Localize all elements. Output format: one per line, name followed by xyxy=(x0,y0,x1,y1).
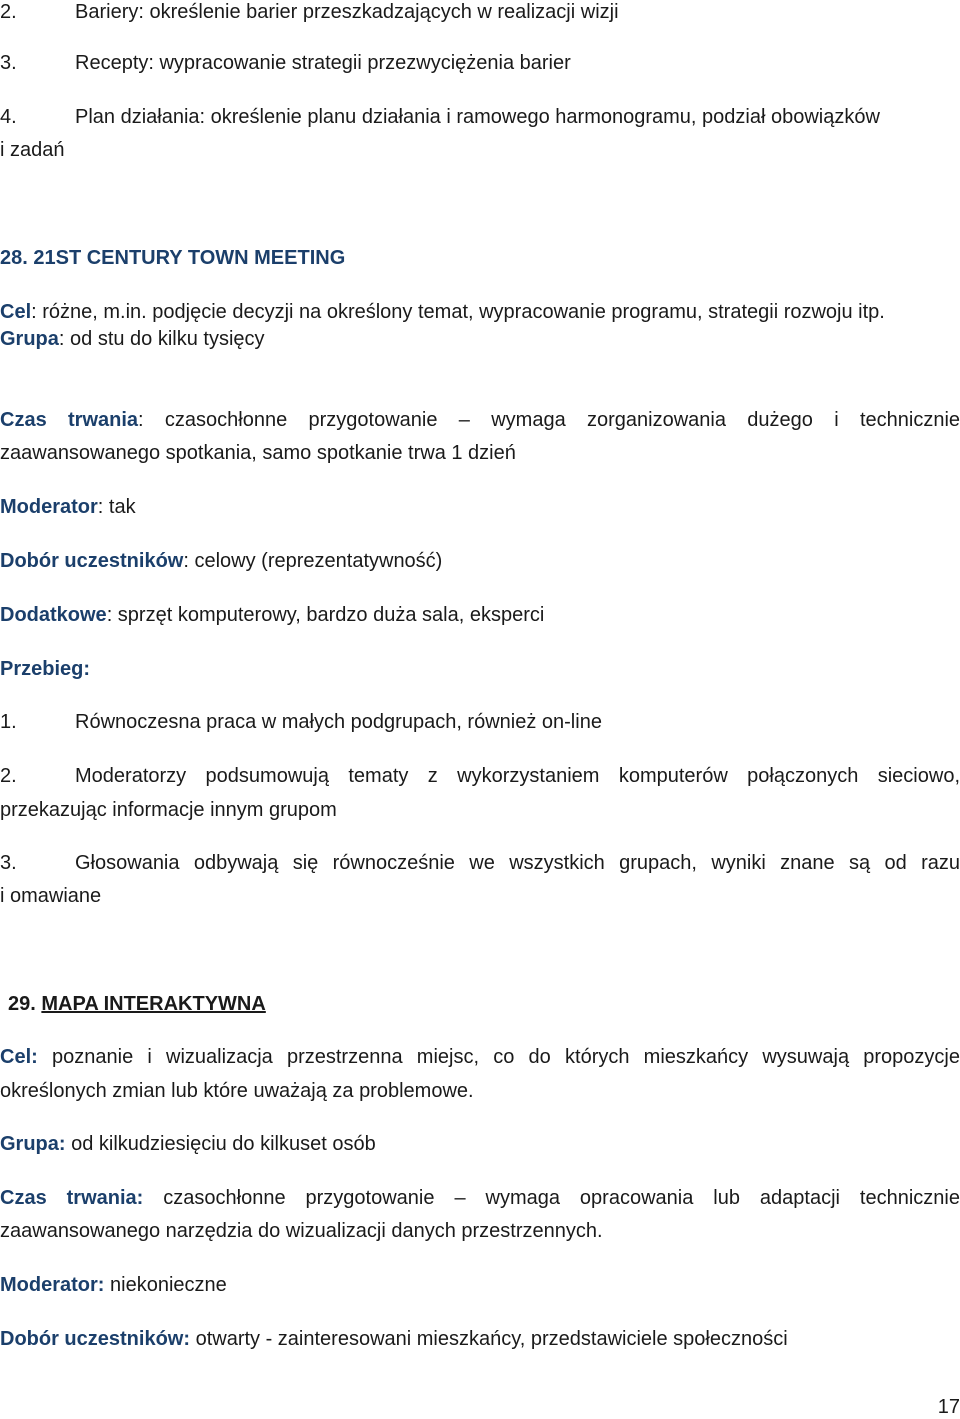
field-przebieg: Przebieg: xyxy=(0,658,91,680)
field-czas-trwania-continuation: zaawansowanego spotkania, samo spotkanie trwa 1 dzień xyxy=(0,442,516,464)
field-czas-trwania: Czas trwania: czasochłonne przygotowanie – wymaga opracowania lub adaptacji technicznie xyxy=(0,1187,960,1209)
list-item: 3. Recepty: wypracowanie strategii przezwyciężenia barier xyxy=(0,52,571,74)
field-dodatkowe: Dodatkowe: sprzęt komputerowy, bardzo duża sala, eksperci xyxy=(0,604,545,626)
field-cel-continuation: określonych zmian lub które uważają za problemowe. xyxy=(0,1080,474,1102)
field-grupa: Grupa: od kilkudziesięciu do kilkuset osób xyxy=(0,1133,376,1155)
field-dobor: Dobór uczestników: celowy (reprezentatywność) xyxy=(0,550,443,572)
page-number: 17 xyxy=(937,1396,960,1418)
list-item-continuation: i zadań xyxy=(0,139,65,161)
list-item: 4. Plan działania: określenie planu działania i ramowego harmonogramu, podział obowiązków xyxy=(0,106,880,128)
field-moderator: Moderator: tak xyxy=(0,496,136,518)
section-heading-28: 28. 21ST CENTURY TOWN MEETING xyxy=(0,247,346,269)
list-item-continuation: przekazując informacje innym grupom xyxy=(0,799,337,821)
field-dobor: Dobór uczestników: otwarty - zainteresowani mieszkańcy, przedstawiciele społeczności xyxy=(0,1328,788,1350)
section-heading-29: 29. MAPA INTERAKTYWNA xyxy=(8,993,266,1015)
list-item: 3. Głosowania odbywają się równocześnie we wszystkich grupach, wyniki znane są od razu xyxy=(0,852,960,874)
field-grupa: Grupa: od stu do kilku tysięcy xyxy=(0,328,265,350)
list-item: 2. Bariery: określenie barier przeszkadzających w realizacji wizji xyxy=(0,1,619,23)
field-cel: Cel: poznanie i wizualizacja przestrzenna miejsc, co do których mieszkańcy wysuwają propozycje xyxy=(0,1046,960,1068)
field-cel: Cel: różne, m.in. podjęcie decyzji na określony temat, wypracowanie programu, strategii rozwoju itp. xyxy=(0,301,885,323)
field-moderator: Moderator: niekonieczne xyxy=(0,1274,227,1296)
field-czas-trwania-continuation: zaawansowanego narzędzia do wizualizacji danych przestrzennych. xyxy=(0,1220,603,1242)
list-item-continuation: i omawiane xyxy=(0,885,102,907)
list-item: 2. Moderatorzy podsumowują tematy z wykorzystaniem komputerów połączonych sieciowo, xyxy=(0,765,960,787)
field-czas-trwania: Czas trwania: czasochłonne przygotowanie – wymaga zorganizowania dużego i technicznie xyxy=(0,409,960,431)
list-item: 1. Równoczesna praca w małych podgrupach, również on-line xyxy=(0,711,602,733)
